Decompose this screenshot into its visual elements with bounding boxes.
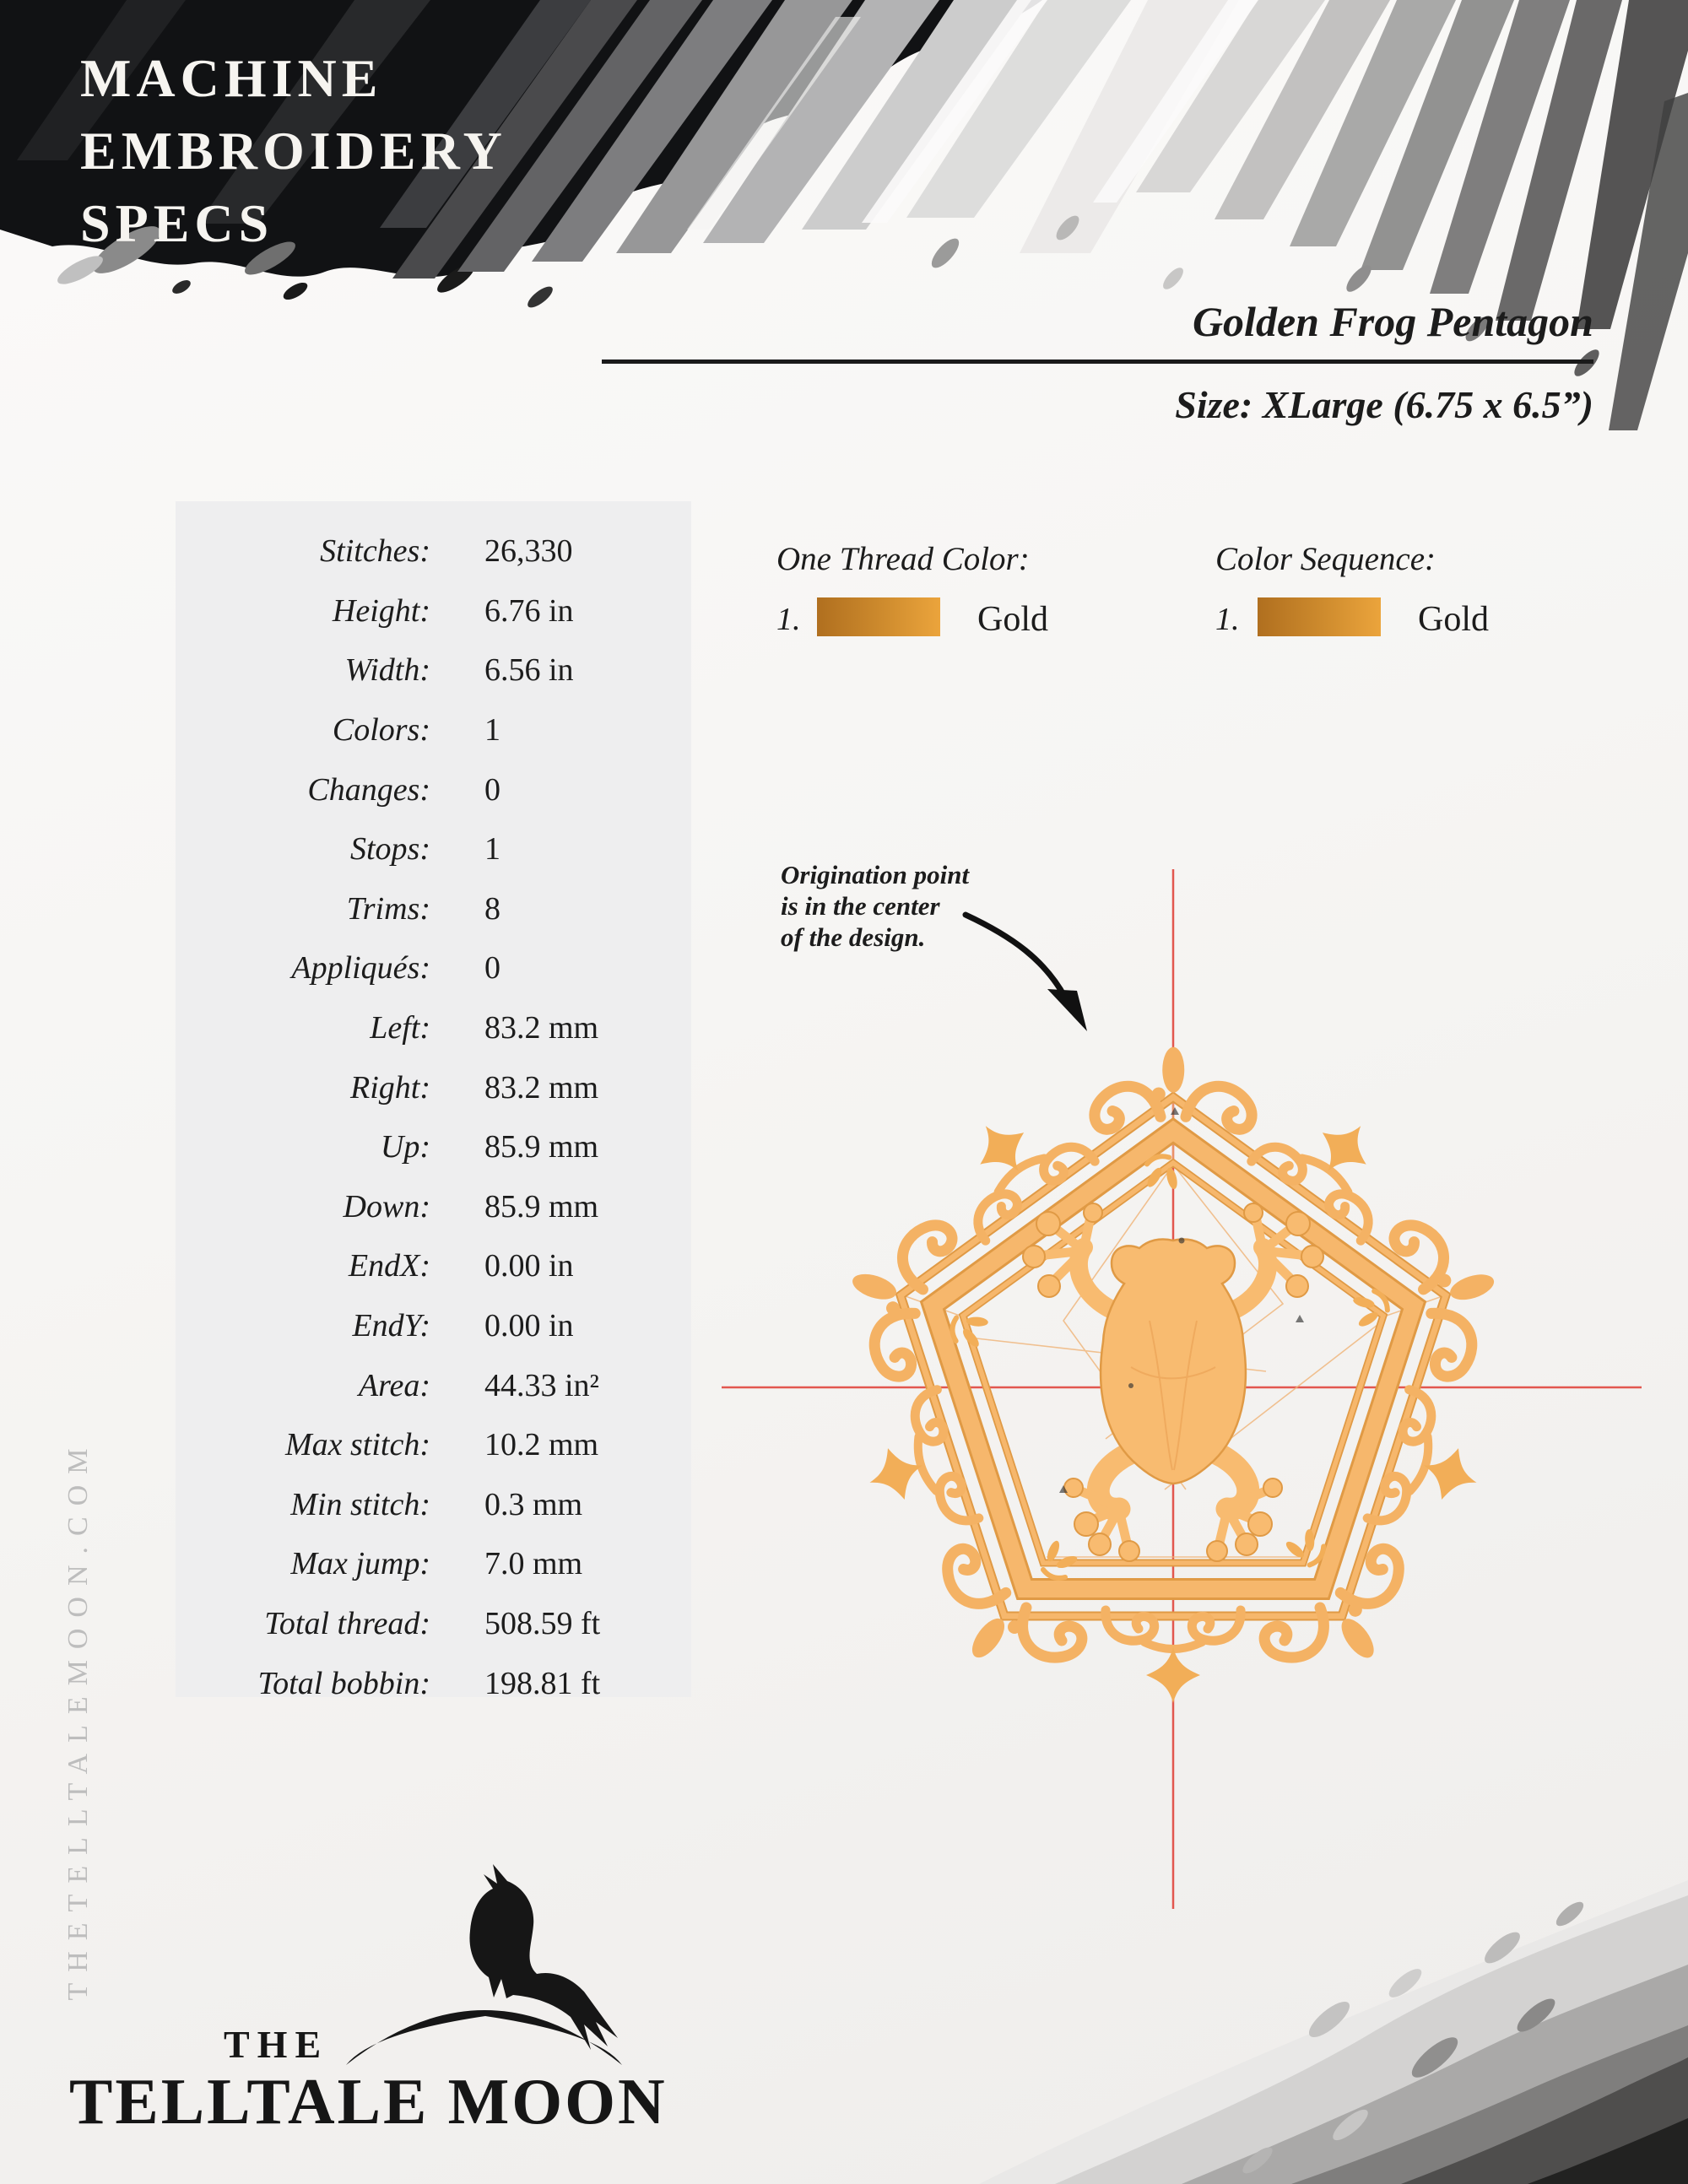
page-title [80, 42, 507, 260]
spec-row [176, 760, 691, 819]
crow-moon-logo [321, 1844, 675, 2084]
thread-color-name: Gold [977, 600, 1048, 639]
spec-label: Max stitch: [284, 1427, 430, 1463]
spec-label: Height: [332, 592, 430, 629]
spec-label: Trims: [346, 890, 430, 927]
design-header [602, 297, 1593, 427]
gold-sequence-swatch [1258, 597, 1381, 636]
spec-row [176, 1117, 691, 1177]
spec-value: 83.2 mm [484, 1010, 599, 1046]
website-vertical-text: THETELLTALEMOON.COM [62, 1437, 94, 2001]
spec-row [176, 1594, 691, 1654]
spec-row [176, 998, 691, 1058]
page-title-line-3: SPECS [80, 193, 274, 253]
spec-value: 10.2 mm [484, 1427, 599, 1463]
origination-note-line3: of the design. [781, 922, 926, 952]
spec-row [176, 1355, 691, 1415]
spec-row [176, 641, 691, 700]
spec-label: Max jump: [290, 1546, 430, 1582]
spec-row [176, 1415, 691, 1475]
spec-label: Min stitch: [290, 1486, 430, 1522]
spec-row [176, 1653, 691, 1713]
design-name: Golden Frog Pentagon [1192, 298, 1593, 345]
sequence-color-name: Gold [1418, 600, 1489, 639]
spec-label: Appliqués: [291, 950, 430, 987]
spec-value: 6.76 in [484, 592, 574, 629]
embroidery-design-preview [709, 844, 1654, 1941]
spec-value: 7.0 mm [484, 1546, 583, 1582]
one-thread-color-heading: One Thread Color: [776, 541, 1030, 577]
spec-label: Stitches: [320, 533, 430, 570]
spec-label: Total thread: [264, 1605, 430, 1641]
spec-label: Changes: [307, 771, 430, 808]
spec-value: 508.59 ft [484, 1605, 601, 1641]
spec-row [176, 1177, 691, 1237]
spec-label: Total bobbin: [257, 1665, 430, 1701]
spec-row [176, 879, 691, 939]
spec-value: 1 [484, 712, 500, 749]
spec-value: 26,330 [484, 533, 573, 570]
spec-value: 0.00 in [484, 1248, 574, 1284]
spec-value: 83.2 mm [484, 1069, 599, 1106]
origination-note-line2: is in the center [781, 891, 940, 921]
spec-label: Left: [370, 1010, 430, 1046]
gold-thread-swatch [817, 597, 940, 636]
spec-row [176, 1057, 691, 1117]
origination-note-line1: Origination point [781, 860, 970, 889]
spec-label: EndX: [348, 1248, 430, 1284]
spec-row [176, 938, 691, 998]
header-divider [602, 359, 1593, 364]
spec-value: 85.9 mm [484, 1188, 599, 1224]
spec-row [176, 522, 691, 581]
spec-row [176, 581, 691, 641]
spec-label: Width: [344, 652, 430, 689]
page-title-line-1: MACHINE [80, 48, 383, 108]
spec-table [176, 501, 691, 1701]
spec-value: 0.00 in [484, 1308, 574, 1344]
spec-value: 8 [484, 890, 500, 927]
brush-stroke-footer-art [928, 1846, 1688, 2184]
spec-value: 85.9 mm [484, 1129, 599, 1165]
spec-label: Right: [350, 1069, 430, 1106]
spec-row [176, 1236, 691, 1296]
spec-label: Area: [358, 1367, 430, 1403]
spec-value: 6.56 in [484, 652, 574, 689]
spec-value: 44.33 in² [484, 1367, 599, 1403]
spec-value: 0.3 mm [484, 1486, 583, 1522]
sequence-number: 1. [1215, 602, 1240, 637]
spec-value: 1 [484, 831, 500, 868]
thread-color-number: 1. [776, 602, 801, 637]
brand-prefix: THE [224, 2023, 329, 2066]
spec-label: EndY: [352, 1308, 430, 1344]
spec-label: Down: [343, 1188, 430, 1224]
design-size: Size: XLarge (6.75 x 6.5”) [1175, 383, 1593, 426]
spec-row [176, 700, 691, 760]
color-sequence-heading: Color Sequence: [1215, 541, 1436, 577]
spec-row [176, 1534, 691, 1594]
spec-value: 198.81 ft [484, 1665, 601, 1701]
spec-value: 0 [484, 771, 500, 808]
spec-label: Up: [380, 1129, 430, 1165]
spec-row [176, 1475, 691, 1535]
spec-row [176, 1296, 691, 1356]
spec-value: 0 [484, 950, 500, 987]
spec-label: Stops: [350, 831, 430, 868]
page-title-line-2: EMBROIDERY [80, 121, 507, 181]
spec-row [176, 819, 691, 879]
brand-name: TELLTALE MOON [69, 2065, 668, 2138]
spec-label: Colors: [332, 712, 430, 749]
